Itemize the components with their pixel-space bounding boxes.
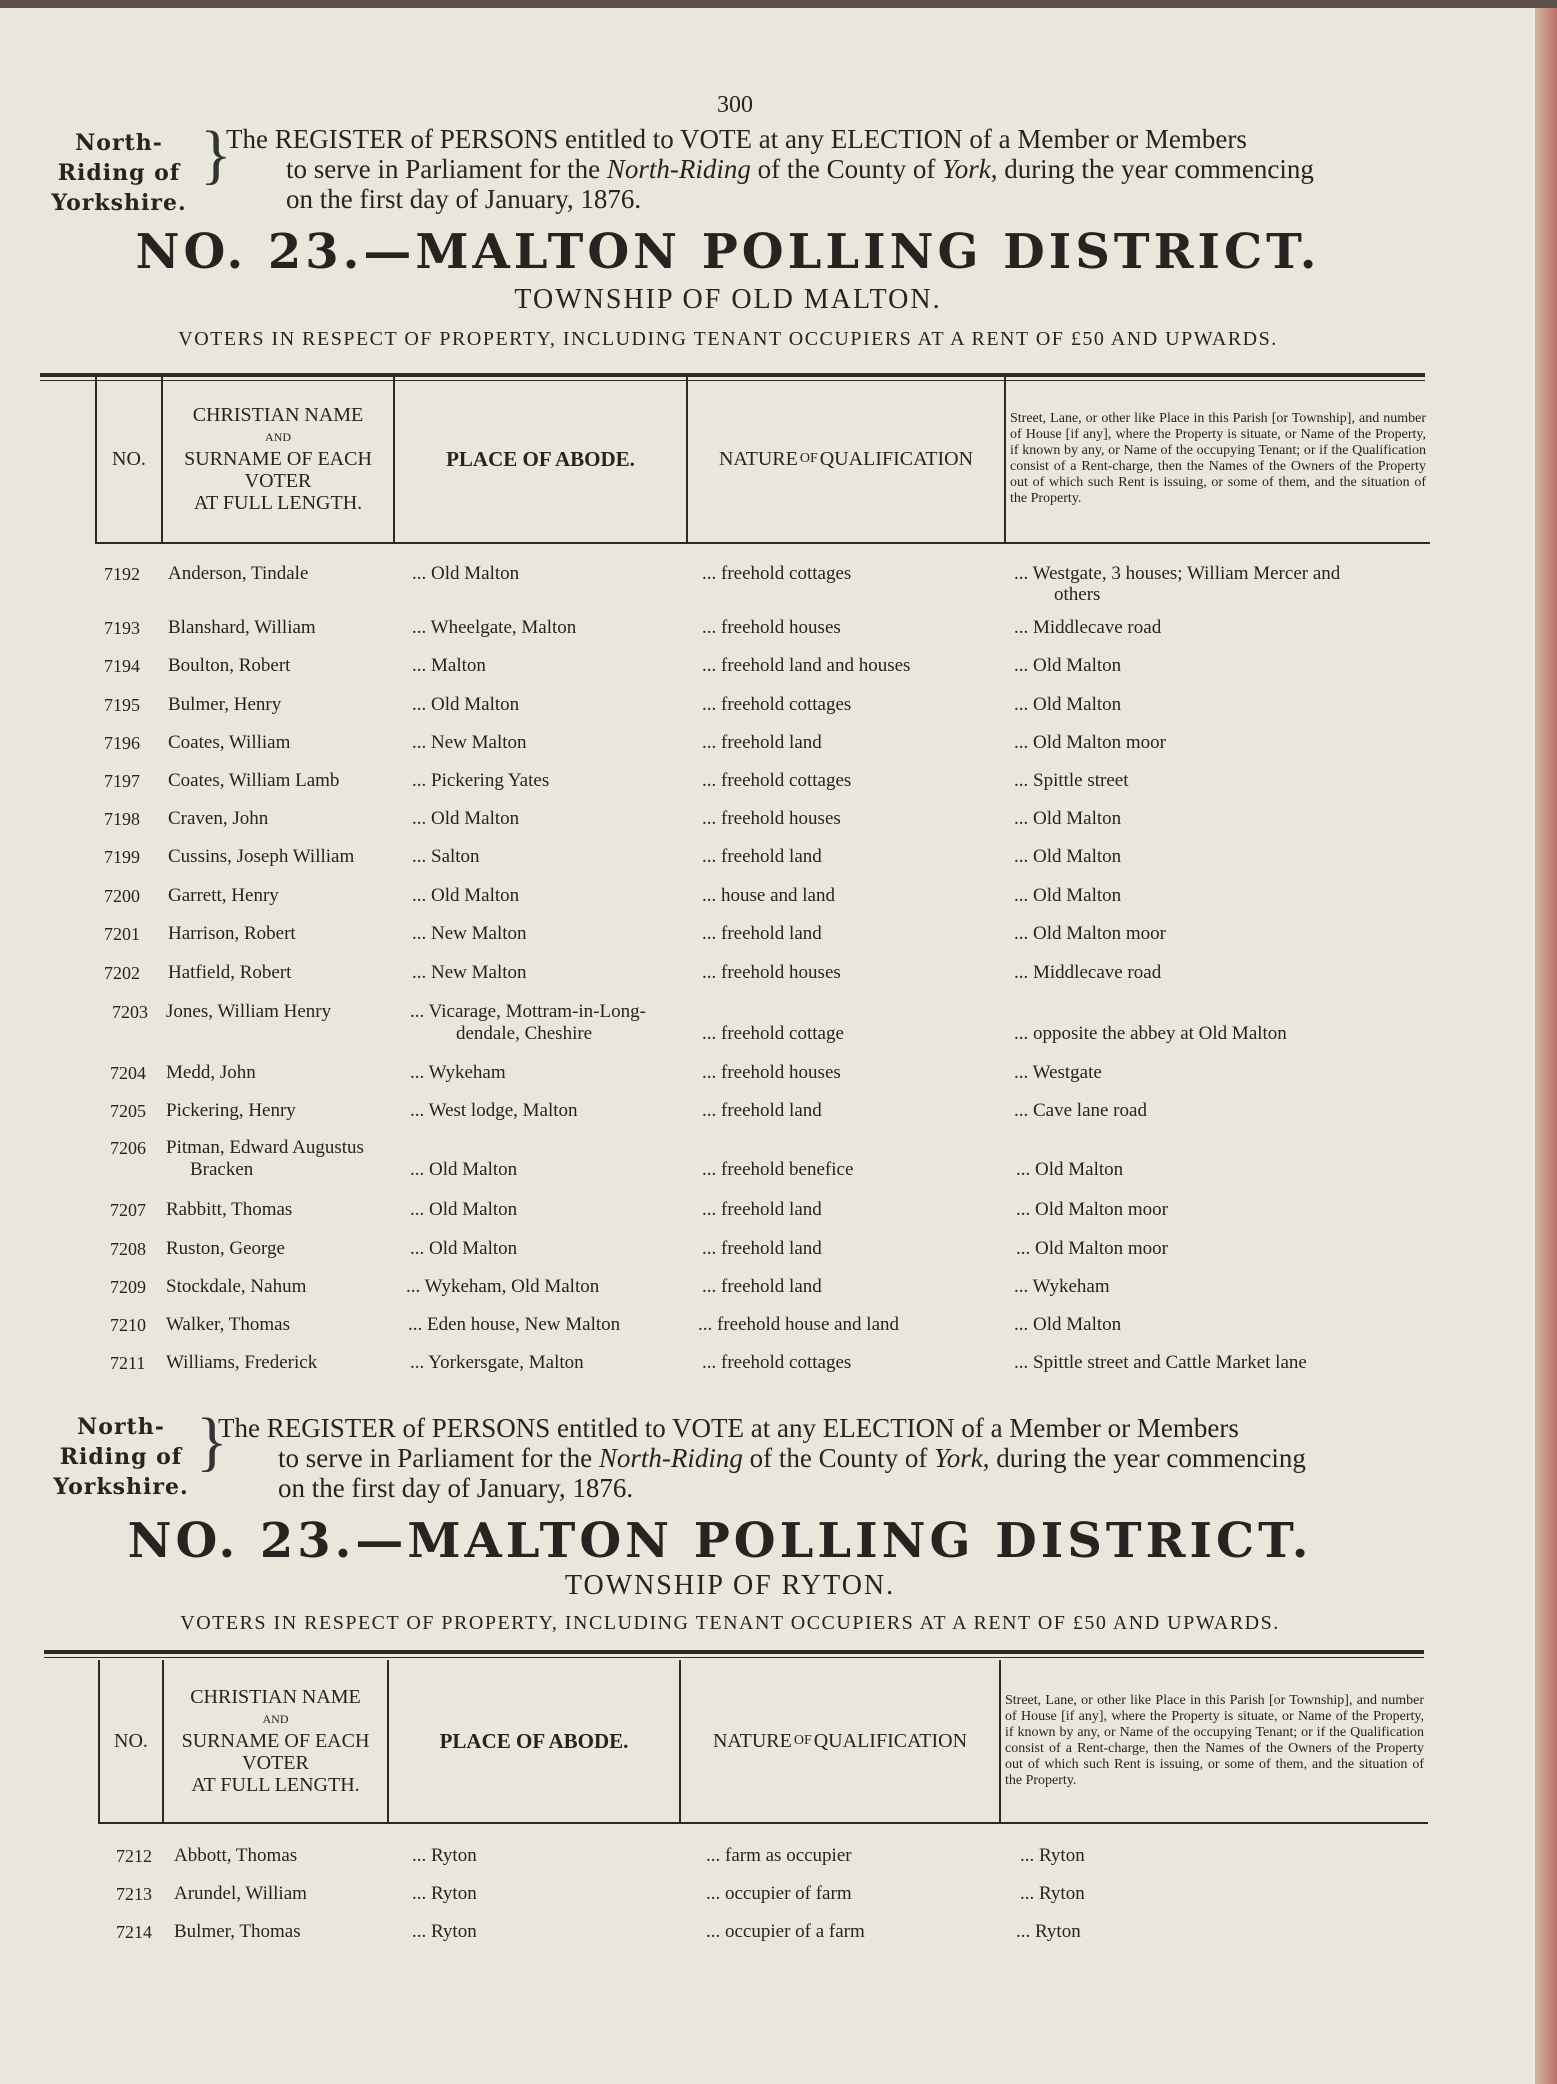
header-nature: NATURE OF QUALIFICATION xyxy=(688,376,1006,542)
register-line-1: The REGISTER of PERSONS entitled to VOTE at any ELECTION of a Member or Members xyxy=(226,124,1247,154)
header-nature: NATURE OF QUALIFICATION xyxy=(681,1660,1001,1822)
header-no: NO. xyxy=(98,1660,164,1822)
table-header xyxy=(98,1660,1428,1824)
table-top-rule-thin xyxy=(44,1657,1424,1658)
voters-note: VOTERS IN RESPECT OF PROPERTY, INCLUDING TENANT OCCUPIERS AT A RENT OF £50 AND UPWARDS. xyxy=(178,328,1278,350)
register-line-3: on the first day of January, 1876. xyxy=(278,1473,634,1503)
district-title: NO. 23.—MALTON POLLING DISTRICT. xyxy=(127,1513,1313,1569)
voters-note: VOTERS IN RESPECT OF PROPERTY, INCLUDING TENANT OCCUPIERS AT A RENT OF £50 AND UPWARDS. xyxy=(180,1612,1280,1634)
header-no: NO. xyxy=(95,376,163,542)
header-abode: PLACE OF ABODE. xyxy=(389,1660,681,1822)
register-statement xyxy=(218,1413,1444,1503)
book-edge xyxy=(1535,0,1557,2084)
shire-label: North-Riding of Yorkshire. xyxy=(51,130,187,216)
header-abode: PLACE OF ABODE. xyxy=(395,376,688,542)
header-name: CHRISTIAN NAME AND SURNAME OF EACH VOTER AT FULL LENGTH. xyxy=(163,376,395,542)
register-line-1: The REGISTER of PERSONS entitled to VOTE at any ELECTION of a Member or Members xyxy=(218,1413,1239,1443)
header-street: Street, Lane, or other like Place in this Parish [or Township], and number of House [if any], where the Property is situate, or Name of the Property, if known by any, or Name of the occupying Tenant; or if the Qualification consist of a Rent-charge, then the Names of the Owners of the Property out of which such Rent is issuing, or some of them, and the situation of the Property. xyxy=(1005,1693,1424,1788)
table-top-rule xyxy=(44,1650,1424,1654)
header-street: Street, Lane, or other like Place in this Parish [or Township], and number of House [if any], where the Property is situate, or Name of the Property, if known by any, or Name of the occupying Tenant; or if the Qualification consist of a Rent-charge, then the Names of the Owners of the Property out of which such Rent is issuing, or some of them, and the situation of the Property. xyxy=(1010,411,1426,506)
register-line-2: to serve in Parliament for the North-Riding of the County of York, during the year commencing xyxy=(286,154,1314,184)
township-title: TOWNSHIP OF OLD MALTON. xyxy=(514,284,942,315)
brace: } xyxy=(196,1405,228,1478)
register-line-3: on the first day of January, 1876. xyxy=(286,184,642,214)
register-statement xyxy=(226,124,1448,214)
scan-border xyxy=(0,0,1557,8)
township-title: TOWNSHIP OF RYTON. xyxy=(564,1570,896,1601)
page-number: 300 xyxy=(717,92,753,118)
table-header xyxy=(95,376,1430,544)
register-line-2: to serve in Parliament for the North-Riding of the County of York, during the year commencing xyxy=(278,1443,1306,1473)
brace: } xyxy=(200,118,232,191)
shire-label: North-Riding of Yorkshire. xyxy=(53,1414,189,1500)
district-title: NO. 23.—MALTON POLLING DISTRICT. xyxy=(135,224,1321,280)
header-name: CHRISTIAN NAME AND SURNAME OF EACH VOTER AT FULL LENGTH. xyxy=(164,1660,389,1822)
